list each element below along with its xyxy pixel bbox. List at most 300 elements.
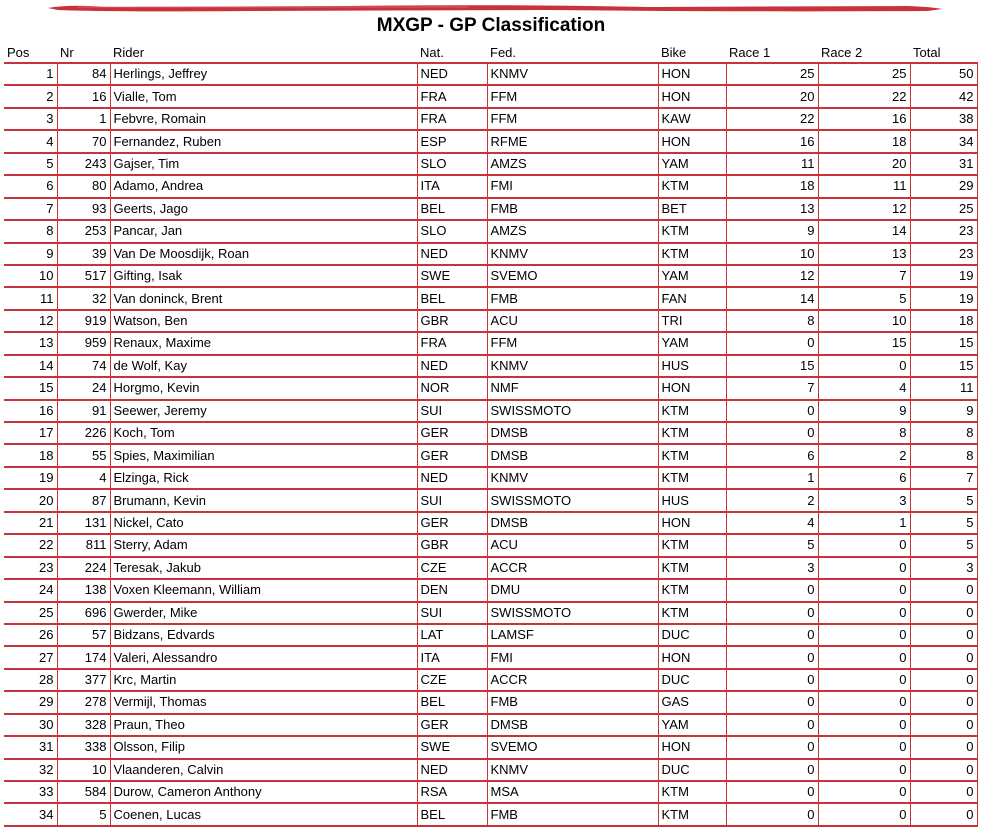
cell-total: 0 [910,624,977,646]
cell-race1: 0 [726,579,818,601]
cell-race2: 0 [818,624,910,646]
cell-bike: DUC [658,669,726,691]
cell-nr: 84 [57,63,110,85]
cell-fed: KNMV [487,759,658,781]
cell-nr: 328 [57,714,110,736]
cell-fed: FMI [487,175,658,197]
cell-race2: 10 [818,310,910,332]
table-row [4,691,977,713]
classification-table [4,44,978,827]
cell-nr: 131 [57,512,110,534]
cell-bike: YAM [658,153,726,175]
cell-rider: Koch, Tom [110,422,417,444]
cell-total: 9 [910,400,977,422]
cell-race2: 9 [818,400,910,422]
cell-race2: 0 [818,602,910,624]
cell-fed: ACCR [487,669,658,691]
cell-nr: 243 [57,153,110,175]
cell-nr: 80 [57,175,110,197]
cell-pos: 5 [4,153,57,175]
cell-nr: 4 [57,467,110,489]
column-header-rider: Rider [110,44,417,63]
cell-bike: KTM [658,444,726,466]
cell-fed: LAMSF [487,624,658,646]
cell-fed: DMSB [487,714,658,736]
cell-nat: SWE [417,265,487,287]
cell-total: 23 [910,243,977,265]
table-row [4,646,977,668]
cell-pos: 2 [4,85,57,107]
cell-race2: 0 [818,781,910,803]
table-row [4,579,977,601]
cell-bike: KTM [658,422,726,444]
cell-total: 0 [910,759,977,781]
cell-race2: 25 [818,63,910,85]
cell-rider: Nickel, Cato [110,512,417,534]
cell-race1: 0 [726,400,818,422]
cell-fed: AMZS [487,153,658,175]
cell-pos: 21 [4,512,57,534]
cell-pos: 12 [4,310,57,332]
cell-race1: 10 [726,243,818,265]
cell-race1: 18 [726,175,818,197]
cell-nat: FRA [417,85,487,107]
table-row [4,153,977,175]
cell-fed: FMB [487,691,658,713]
cell-pos: 16 [4,400,57,422]
cell-pos: 18 [4,444,57,466]
cell-pos: 20 [4,489,57,511]
cell-pos: 17 [4,422,57,444]
cell-total: 0 [910,781,977,803]
cell-race1: 0 [726,602,818,624]
cell-pos: 19 [4,467,57,489]
table-row [4,781,977,803]
cell-pos: 33 [4,781,57,803]
cell-race2: 0 [818,714,910,736]
cell-race2: 15 [818,332,910,354]
cell-race1: 5 [726,534,818,556]
cell-nr: 91 [57,400,110,422]
cell-rider: Watson, Ben [110,310,417,332]
cell-race2: 0 [818,736,910,758]
cell-nr: 32 [57,287,110,309]
cell-pos: 15 [4,377,57,399]
cell-nat: BEL [417,803,487,825]
cell-nr: 87 [57,489,110,511]
cell-total: 42 [910,85,977,107]
cell-nr: 919 [57,310,110,332]
table-row [4,759,977,781]
cell-bike: GAS [658,691,726,713]
column-header-total: Total [910,44,977,63]
table-body [4,63,977,826]
cell-total: 15 [910,332,977,354]
cell-bike: HON [658,512,726,534]
cell-nat: RSA [417,781,487,803]
table-row [4,557,977,579]
cell-total: 25 [910,198,977,220]
table-row [4,400,977,422]
table-row [4,714,977,736]
cell-race2: 2 [818,444,910,466]
cell-race2: 0 [818,803,910,825]
cell-rider: Geerts, Jago [110,198,417,220]
column-header-nat: Nat. [417,44,487,63]
cell-fed: ACCR [487,557,658,579]
cell-fed: FFM [487,85,658,107]
cell-race2: 5 [818,287,910,309]
cell-race1: 0 [726,332,818,354]
column-header-pos: Pos [4,44,57,63]
cell-race2: 7 [818,265,910,287]
cell-race1: 16 [726,130,818,152]
cell-race1: 8 [726,310,818,332]
cell-race1: 25 [726,63,818,85]
cell-race1: 0 [726,781,818,803]
cell-race1: 7 [726,377,818,399]
cell-nr: 253 [57,220,110,242]
cell-total: 5 [910,534,977,556]
cell-nr: 24 [57,377,110,399]
cell-race2: 22 [818,85,910,107]
cell-bike: KTM [658,175,726,197]
cell-race2: 14 [818,220,910,242]
cell-total: 19 [910,265,977,287]
cell-rider: Praun, Theo [110,714,417,736]
cell-nat: NED [417,63,487,85]
cell-total: 8 [910,422,977,444]
cell-nr: 226 [57,422,110,444]
cell-rider: Krc, Martin [110,669,417,691]
cell-rider: Spies, Maximilian [110,444,417,466]
cell-total: 11 [910,377,977,399]
page-title: MXGP - GP Classification [376,15,606,36]
cell-nat: LAT [417,624,487,646]
column-header-nr: Nr [57,44,110,63]
cell-race2: 6 [818,467,910,489]
cell-pos: 14 [4,355,57,377]
cell-nat: NED [417,759,487,781]
cell-total: 15 [910,355,977,377]
cell-nr: 338 [57,736,110,758]
cell-fed: DMSB [487,512,658,534]
cell-fed: FMB [487,287,658,309]
cell-bike: TRI [658,310,726,332]
table-row [4,287,977,309]
cell-pos: 30 [4,714,57,736]
cell-race1: 0 [726,422,818,444]
cell-fed: SVEMO [487,736,658,758]
cell-race1: 15 [726,355,818,377]
cell-nat: SLO [417,220,487,242]
cell-nat: NED [417,355,487,377]
table-row [4,467,977,489]
cell-pos: 11 [4,287,57,309]
cell-fed: DMSB [487,422,658,444]
cell-race1: 12 [726,265,818,287]
cell-nat: GER [417,422,487,444]
table-row [4,624,977,646]
cell-total: 8 [910,444,977,466]
cell-nat: SUI [417,489,487,511]
cell-bike: KAW [658,108,726,130]
cell-race1: 0 [726,624,818,646]
cell-bike: KTM [658,243,726,265]
cell-race2: 0 [818,355,910,377]
table-row [4,489,977,511]
cell-nr: 278 [57,691,110,713]
cell-nat: GER [417,444,487,466]
cell-pos: 7 [4,198,57,220]
cell-fed: SWISSMOTO [487,489,658,511]
cell-nat: SUI [417,400,487,422]
cell-rider: Valeri, Alessandro [110,646,417,668]
cell-total: 19 [910,287,977,309]
cell-race2: 3 [818,489,910,511]
cell-nat: BEL [417,198,487,220]
column-header-fed: Fed. [487,44,658,63]
cell-fed: KNMV [487,243,658,265]
cell-total: 38 [910,108,977,130]
cell-race2: 0 [818,646,910,668]
table-row [4,198,977,220]
cell-bike: HON [658,736,726,758]
cell-rider: Fernandez, Ruben [110,130,417,152]
cell-nr: 138 [57,579,110,601]
cell-rider: Elzinga, Rick [110,467,417,489]
cell-fed: KNMV [487,467,658,489]
cell-rider: Durow, Cameron Anthony [110,781,417,803]
cell-race2: 0 [818,557,910,579]
table-row [4,377,977,399]
cell-nat: NOR [417,377,487,399]
cell-fed: RFME [487,130,658,152]
cell-race1: 13 [726,198,818,220]
cell-total: 0 [910,602,977,624]
cell-nr: 696 [57,602,110,624]
cell-rider: Pancar, Jan [110,220,417,242]
cell-pos: 32 [4,759,57,781]
cell-total: 0 [910,714,977,736]
cell-rider: Bidzans, Edvards [110,624,417,646]
cell-bike: FAN [658,287,726,309]
cell-race1: 9 [726,220,818,242]
cell-total: 0 [910,646,977,668]
cell-pos: 29 [4,691,57,713]
table-row [4,602,977,624]
cell-fed: AMZS [487,220,658,242]
cell-fed: KNMV [487,63,658,85]
cell-nat: ITA [417,646,487,668]
cell-nr: 39 [57,243,110,265]
cell-pos: 23 [4,557,57,579]
cell-nr: 55 [57,444,110,466]
cell-nr: 1 [57,108,110,130]
cell-bike: DUC [658,759,726,781]
cell-nr: 93 [57,198,110,220]
cell-race1: 0 [726,736,818,758]
table-row [4,63,977,85]
cell-fed: SWISSMOTO [487,602,658,624]
cell-nat: DEN [417,579,487,601]
cell-nat: BEL [417,287,487,309]
cell-total: 34 [910,130,977,152]
cell-nat: SUI [417,602,487,624]
cell-nr: 57 [57,624,110,646]
cell-race1: 11 [726,153,818,175]
cell-fed: FFM [487,332,658,354]
cell-rider: Van doninck, Brent [110,287,417,309]
cell-nat: GER [417,714,487,736]
cell-bike: HUS [658,489,726,511]
cell-pos: 28 [4,669,57,691]
cell-race1: 0 [726,669,818,691]
cell-nr: 224 [57,557,110,579]
cell-bike: KTM [658,557,726,579]
cell-nr: 74 [57,355,110,377]
cell-nat: CZE [417,557,487,579]
cell-pos: 24 [4,579,57,601]
cell-total: 0 [910,691,977,713]
cell-race1: 22 [726,108,818,130]
cell-race1: 4 [726,512,818,534]
cell-nat: FRA [417,332,487,354]
table-row [4,108,977,130]
cell-nr: 174 [57,646,110,668]
table-row [4,175,977,197]
cell-nat: BEL [417,691,487,713]
cell-race2: 8 [818,422,910,444]
cell-race2: 12 [818,198,910,220]
cell-total: 0 [910,803,977,825]
cell-rider: Sterry, Adam [110,534,417,556]
cell-pos: 13 [4,332,57,354]
cell-bike: YAM [658,332,726,354]
cell-bike: HON [658,63,726,85]
cell-rider: Van De Moosdijk, Roan [110,243,417,265]
cell-nat: GBR [417,534,487,556]
cell-rider: Gifting, Isak [110,265,417,287]
cell-race1: 0 [726,646,818,668]
cell-fed: FMB [487,803,658,825]
cell-fed: FMI [487,646,658,668]
cell-race2: 0 [818,691,910,713]
cell-bike: YAM [658,714,726,736]
cell-pos: 4 [4,130,57,152]
cell-total: 5 [910,489,977,511]
cell-race2: 20 [818,153,910,175]
cell-total: 5 [910,512,977,534]
cell-total: 0 [910,736,977,758]
cell-pos: 6 [4,175,57,197]
cell-fed: NMF [487,377,658,399]
cell-nr: 584 [57,781,110,803]
cell-total: 7 [910,467,977,489]
cell-bike: KTM [658,602,726,624]
cell-rider: Vermijl, Thomas [110,691,417,713]
table-row [4,85,977,107]
cell-fed: KNMV [487,355,658,377]
cell-race1: 20 [726,85,818,107]
cell-bike: DUC [658,624,726,646]
cell-pos: 8 [4,220,57,242]
cell-nat: ITA [417,175,487,197]
table-row [4,130,977,152]
cell-race1: 1 [726,467,818,489]
cell-pos: 3 [4,108,57,130]
cell-rider: Adamo, Andrea [110,175,417,197]
table-row [4,444,977,466]
cell-rider: Febvre, Romain [110,108,417,130]
cell-total: 0 [910,669,977,691]
cell-rider: Seewer, Jeremy [110,400,417,422]
cell-total: 23 [910,220,977,242]
table-row [4,265,977,287]
cell-pos: 25 [4,602,57,624]
cell-fed: DMSB [487,444,658,466]
table-row [4,332,977,354]
cell-bike: KTM [658,220,726,242]
column-header-race2: Race 2 [818,44,910,63]
cell-race1: 2 [726,489,818,511]
cell-nr: 959 [57,332,110,354]
table-row [4,736,977,758]
cell-rider: Herlings, Jeffrey [110,63,417,85]
cell-bike: HON [658,85,726,107]
cell-bike: HON [658,377,726,399]
cell-fed: ACU [487,310,658,332]
cell-nat: SWE [417,736,487,758]
cell-rider: Gwerder, Mike [110,602,417,624]
table-row [4,355,977,377]
cell-nat: ESP [417,130,487,152]
cell-race2: 13 [818,243,910,265]
cell-race1: 0 [726,759,818,781]
cell-nat: CZE [417,669,487,691]
cell-race1: 0 [726,714,818,736]
cell-pos: 1 [4,63,57,85]
table-row [4,422,977,444]
cell-race2: 0 [818,759,910,781]
cell-race2: 11 [818,175,910,197]
cell-nr: 10 [57,759,110,781]
cell-race2: 16 [818,108,910,130]
cell-rider: Coenen, Lucas [110,803,417,825]
cell-total: 31 [910,153,977,175]
cell-nat: GER [417,512,487,534]
cell-nat: FRA [417,108,487,130]
cell-race2: 0 [818,534,910,556]
cell-bike: BET [658,198,726,220]
cell-rider: Renaux, Maxime [110,332,417,354]
cell-race1: 0 [726,803,818,825]
cell-pos: 9 [4,243,57,265]
cell-rider: Gajser, Tim [110,153,417,175]
cell-rider: Horgmo, Kevin [110,377,417,399]
cell-nat: NED [417,243,487,265]
cell-bike: KTM [658,781,726,803]
header-row [4,44,977,63]
cell-bike: HON [658,646,726,668]
cell-rider: Teresak, Jakub [110,557,417,579]
cell-bike: KTM [658,579,726,601]
cell-pos: 31 [4,736,57,758]
cell-bike: KTM [658,467,726,489]
cell-race1: 6 [726,444,818,466]
cell-nr: 377 [57,669,110,691]
cell-pos: 22 [4,534,57,556]
